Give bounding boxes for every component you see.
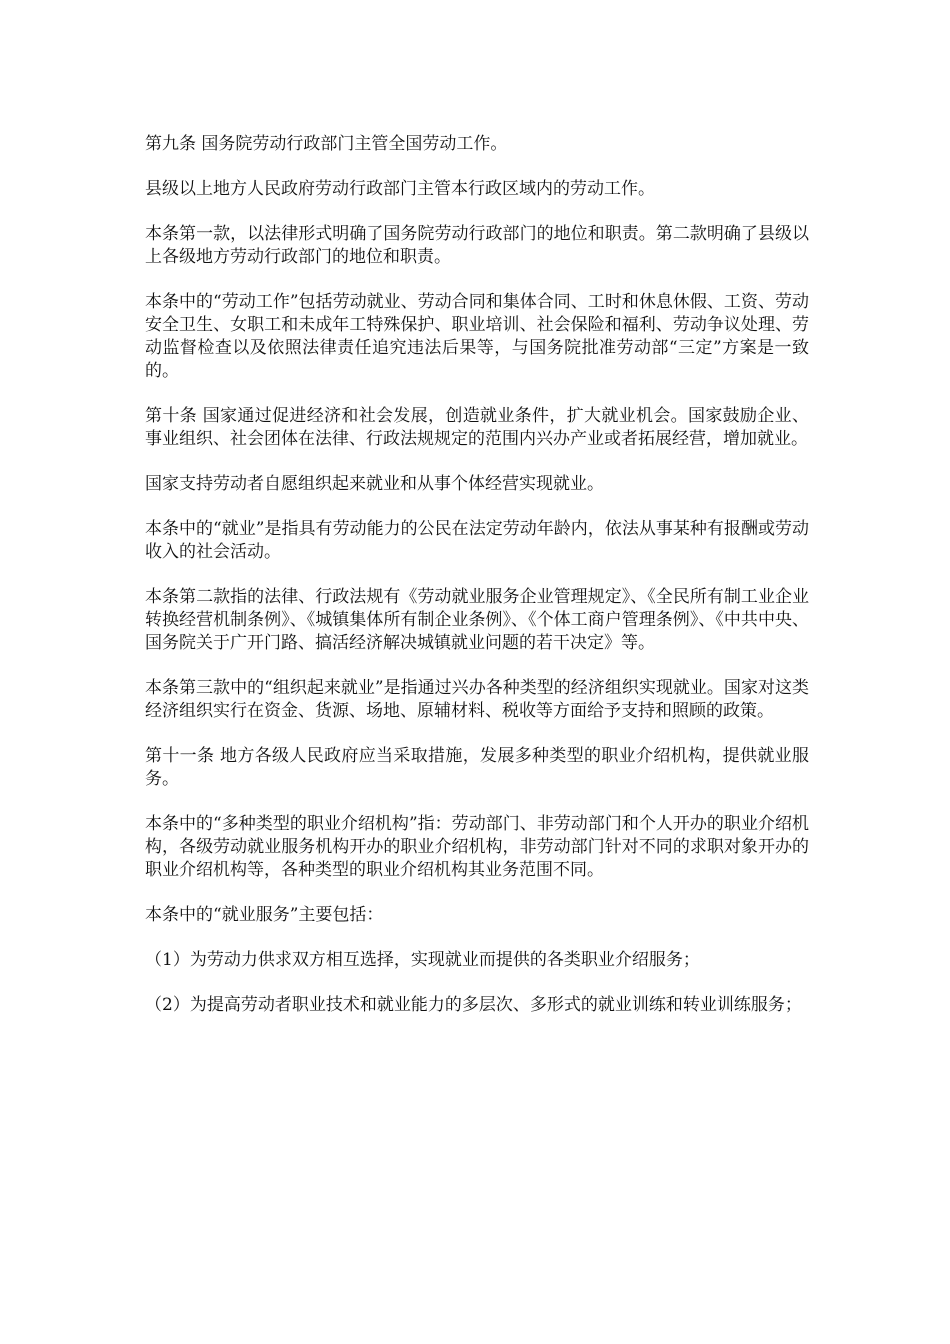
document-body bbox=[145, 133, 809, 1039]
paragraph-article-9: 第九条 国务院劳动行政部门主管全国劳动工作。 bbox=[145, 134, 508, 154]
paragraph-article-10-note-3: 本条第三款中的“组织起来就业”是指通过兴办各种类型的经济组织实现就业。国家对这类经济组织实行在资金、货源、场地、原辅材料、税收等方面给予支持和照顾的政策。 bbox=[145, 678, 809, 721]
paragraph-article-9-note-2: 本条中的“劳动工作”包括劳动就业、劳动合同和集体合同、工时和休息休假、工资、劳动安全卫生、女职工和未成年工特殊保护、职业培训、社会保险和福利、劳动争议处理、劳动监督检查以及依照法律责任追究违法后果等，与国务院批准劳动部“三定”方案是一致的。 bbox=[145, 292, 809, 381]
paragraph-article-10-note-1: 本条中的“就业”是指具有劳动能力的公民在法定劳动年龄内，依法从事某种有报酬或劳动收入的社会活动。 bbox=[145, 519, 809, 562]
paragraph-article-11-note-2: 本条中的“就业服务”主要包括： bbox=[145, 905, 384, 925]
paragraph-article-11: 第十一条 地方各级人民政府应当采取措施，发展多种类型的职业介绍机构，提供就业服务。 bbox=[145, 746, 809, 789]
paragraph-article-10-clause-2: 国家支持劳动者自愿组织起来就业和从事个体经营实现就业。 bbox=[145, 474, 604, 494]
paragraph-article-10-note-2: 本条第二款指的法律、行政法规有《劳动就业服务企业管理规定》、《全民所有制工业企业转换经营机制条例》、《城镇集体所有制企业条例》、《个体工商户管理条例》、《中共中央、国务院关于广开门路、搞活经济解决城镇就业问题的若干决定》等。 bbox=[145, 587, 809, 653]
list-item-2: （2）为提高劳动者职业技术和就业能力的多层次、多形式的就业训练和转业训练服务； bbox=[145, 995, 802, 1015]
paragraph-article-11-note-1: 本条中的“多种类型的职业介绍机构”指：劳动部门、非劳动部门和个人开办的职业介绍机构，各级劳动就业服务机构开办的职业介绍机构，非劳动部门针对不同的求职对象开办的职业介绍机构等，各种类型的职业介绍机构其业务范围不同。 bbox=[145, 814, 809, 880]
paragraph-article-9-clause-2: 县级以上地方人民政府劳动行政部门主管本行政区域内的劳动工作。 bbox=[145, 179, 655, 199]
paragraph-article-9-note-1: 本条第一款，以法律形式明确了国务院劳动行政部门的地位和职责。第二款明确了县级以上各级地方劳动行政部门的地位和职责。 bbox=[145, 224, 809, 267]
list-item-1: （1）为劳动力供求双方相互选择，实现就业而提供的各类职业介绍服务； bbox=[145, 950, 700, 970]
paragraph-article-10: 第十条 国家通过促进经济和社会发展，创造就业条件，扩大就业机会。国家鼓励企业、事业组织、社会团体在法律、行政法规规定的范围内兴办产业或者拓展经营，增加就业。 bbox=[145, 406, 809, 449]
